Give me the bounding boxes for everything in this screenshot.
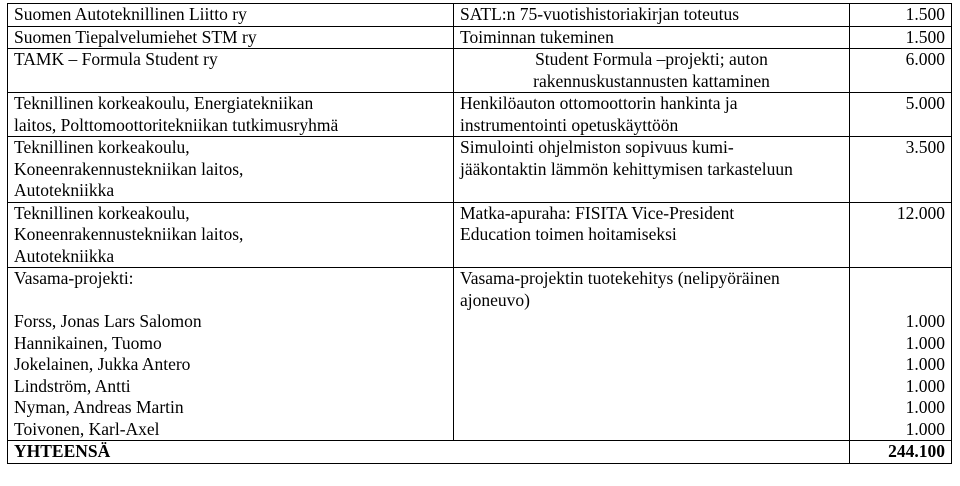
member-amount: 1.000 [905,332,945,353]
amount-cell: 6.000 [850,49,952,93]
cell-line: Autotekniikka [14,245,115,266]
amount-cell: 5.000 [850,93,952,137]
cell-line: Koneenrakennustekniikan laitos, [14,224,244,244]
spacer [14,290,447,312]
member-amount: 1.000 [905,354,945,374]
cell-line: Teknillinen korkeakoulu, [14,202,190,223]
purpose-cell [454,137,850,203]
vasama-members-cell [8,268,454,441]
vasama-heading: Vasama-projekti: [14,268,134,288]
cell-line: Simulointi ohjelmiston sopivuus kumi- [460,137,734,157]
cell-line: Matka-apuraha: FISITA Vice-President [460,202,735,223]
recipient-cell [8,93,454,137]
vasama-purpose-cell [454,268,850,441]
cell-line: Education toimen hoitamiseksi [460,224,677,244]
cell-line: Teknillinen korkeakoulu, [14,137,190,157]
purpose-cell [454,202,850,268]
cell-line: Suomen Tiepalvelumiehet STM ry [14,26,257,47]
cell-line: Teknillinen korkeakoulu, Energiatekniikan [14,93,314,113]
cell-line: TAMK – Formula Student ry [14,49,218,69]
cell-line: Autotekniikka [14,180,115,200]
member-name: Forss, Jonas Lars Salomon [14,311,202,331]
cell-line: Koneenrakennustekniikan laitos, [14,158,244,179]
cell-line: rakennuskustannusten kattaminen [533,70,770,91]
purpose-cell [454,4,850,27]
member-amount: 1.000 [905,311,945,331]
purpose-cell [454,26,850,49]
cell-line: Henkilöauton ottomoottorin hankinta ja [460,93,738,113]
cell-line: instrumentointi opetuskäyttöön [460,114,679,135]
amount-cell: 3.500 [850,137,952,203]
cell-line: Student Formula –projekti; auton [535,49,768,69]
cell-line: Toiminnan tukeminen [460,26,614,47]
member-amount: 1.000 [905,375,945,396]
table-row [8,4,952,27]
recipient-cell [8,4,454,27]
cell-line: laitos, Polttomoottoritekniikan tutkimusryhmä [14,114,339,135]
amount-cell: 1.500 [850,4,952,27]
member-amount: 1.000 [905,418,945,439]
member-name: Jokelainen, Jukka Antero [14,354,191,374]
table-row [8,93,952,137]
recipient-cell [8,202,454,268]
purpose-cell [454,93,850,137]
recipient-cell [8,137,454,203]
amount-cell: 1.500 [850,26,952,49]
spacer [856,290,945,312]
recipient-cell [8,26,454,49]
total-row [8,441,952,464]
member-name: Nyman, Andreas Martin [14,397,184,417]
member-name: Hannikainen, Tuomo [14,332,162,353]
table-row [8,202,952,268]
table-row [8,137,952,203]
purpose-cell [454,49,850,93]
total-label: YHTEENSÄ [8,441,850,464]
spacer [856,268,945,290]
recipient-cell [8,49,454,93]
vasama-row [8,268,952,441]
table-row [8,26,952,49]
member-name: Lindström, Antti [14,375,131,396]
member-name: Toivonen, Karl-Axel [14,418,160,439]
cell-line: SATL:n 75-vuotishistoriakirjan toteutus [460,4,740,24]
cell-line: ajoneuvo) [460,289,530,310]
table-row [8,49,952,93]
cell-line: jääkontaktin lämmön kehittymisen tarkasteluun [460,158,793,179]
amount-cell: 12.000 [850,202,952,268]
vasama-amounts-cell [850,268,952,441]
cell-line: Suomen Autoteknillinen Liitto ry [14,4,247,24]
cell-line: Vasama-projektin tuotekehitys (nelipyöräinen [460,268,780,288]
grants-table [7,3,952,464]
member-amount: 1.000 [905,397,945,417]
total-amount: 244.100 [850,441,952,464]
